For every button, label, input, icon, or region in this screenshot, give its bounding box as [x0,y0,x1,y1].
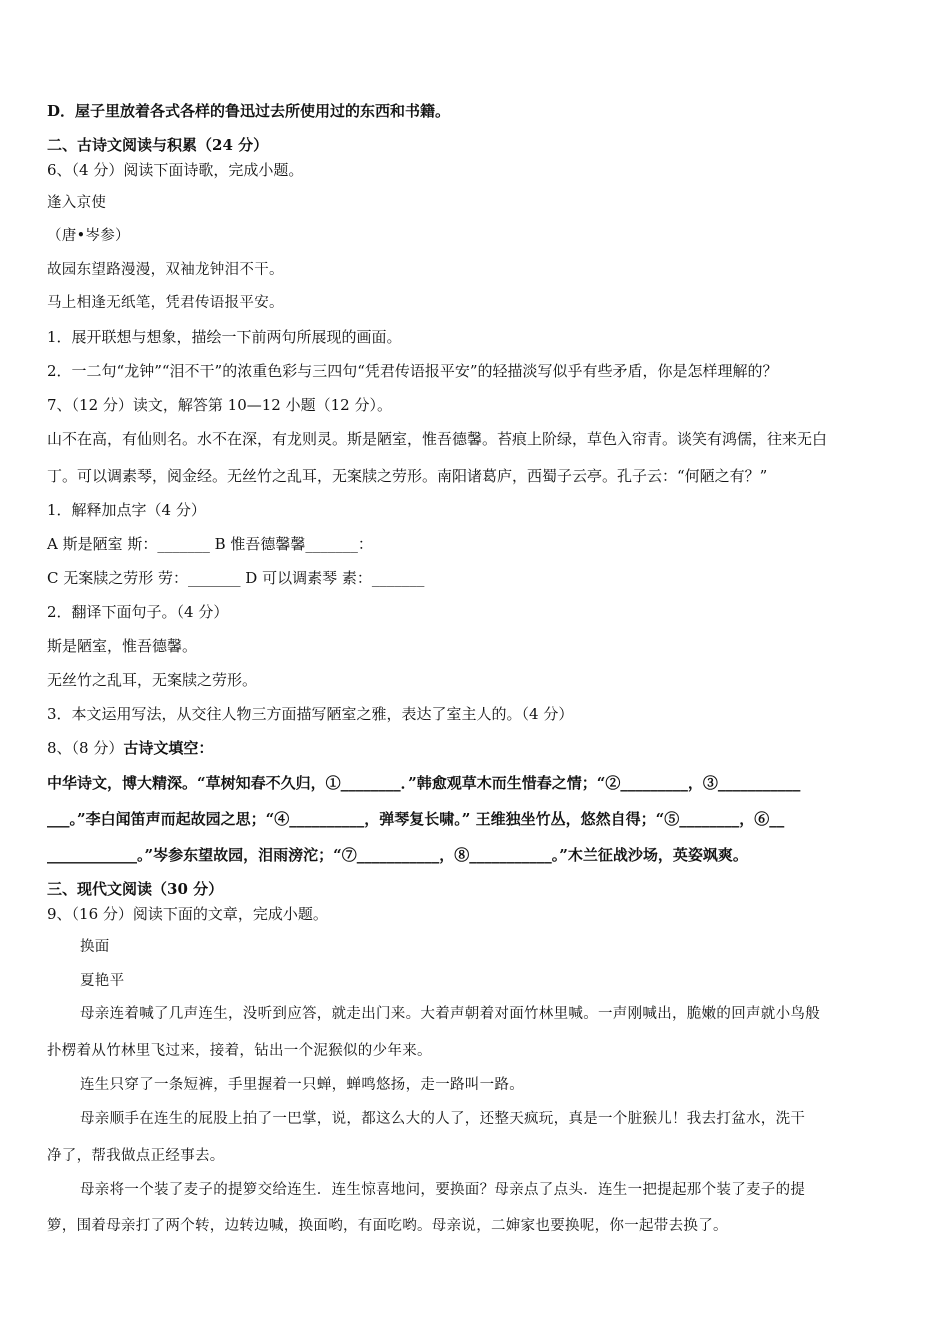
q6-intro: 6、（4 分）阅读下面诗歌，完成小题。 [47,161,304,179]
q7-sub-1-ab: A 斯是陋室 斯：_______ B 惟吾德馨馨_______： [47,535,373,553]
story-paragraph-2: 连生只穿了一条短裤，手里握着一只蝉，蝉鸣悠扬，走一路叫一路。 [80,1077,524,1093]
story-paragraph-1-line-1: 母亲连着喊了几声连生，没听到应答，就走出门来。大着声朝着对面竹林里喊。一声刚喊出，脆嫩的回声就小鸟般 [80,1006,820,1022]
story-paragraph-3-line-1: 母亲顺手在连生的屁股上拍了一巴掌，说，都这么大的人了，还整天疯玩，真是一个脏猴儿！我去打盆水，洗干 [80,1111,806,1127]
q5-option-d: D．屋子里放着各式各样的鲁迅过去所使用过的东西和书籍。 [47,102,451,120]
q8-line-3: ____________。”岑参东望故园，泪雨滂沱；“⑦___________，⑧___________。”木兰征战沙场，英姿飒爽。 [47,846,748,864]
q7-sub-1: 1．解释加点字（4 分） [47,501,206,519]
section3-title: 三、现代文阅读（30 分） [47,880,224,898]
poem-line-2: 马上相逢无纸笔，凭君传语报平安。 [47,295,284,311]
story-title: 换面 [80,939,110,955]
q7-sub-2: 2．翻译下面句子。（4 分） [47,603,229,621]
q6-sub-1: 1．展开联想与想象，描绘一下前两句所展现的画面。 [47,328,402,346]
story-paragraph-3-line-2: 净了，帮我做点正经事去。 [47,1148,225,1164]
q7-passage-line-2: 丁。可以调素琴，阅金经。无丝竹之乱耳，无案牍之劳形。南阳诸葛庐，西蜀子云亭。孔子云：“何陋之有？” [47,467,768,485]
story-paragraph-1-line-2: 扑楞着从竹林里飞过来，接着，钻出一个泥猴似的少年来。 [47,1043,432,1059]
q8-line-2: ___。”李白闻笛声而起故园之思；“④__________，弹琴复长啸。” 王维独坐竹丛，悠然自得；“⑤________，⑥__ [47,810,785,828]
section2-title: 二、古诗文阅读与积累（24 分） [47,136,269,154]
q8-intro-prefix: 8、（8 分） [47,739,124,757]
q7-sub-2-sentence-1: 斯是陋室，惟吾德馨。 [47,637,198,655]
q7-sub-2-sentence-2: 无丝竹之乱耳，无案牍之劳形。 [47,671,258,689]
q6-sub-2: 2．一二句“龙钟”“泪不干”的浓重色彩与三四句“凭君传语报平安”的轻描淡写似乎有些矛盾，你是怎样理解的？ [47,362,778,380]
q8-intro-bold: 古诗文填空： [123,739,214,757]
story-paragraph-4-line-1: 母亲将一个装了麦子的提箩交给连生．连生惊喜地问，要换面？母亲点了点头．连生一把提起那个装了麦子的提 [80,1182,806,1198]
poem-line-1: 故园东望路漫漫，双袖龙钟泪不干。 [47,262,284,278]
poem-author: （唐•岑参） [47,228,130,244]
q7-passage-line-1: 山不在高，有仙则名。水不在深，有龙则灵。斯是陋室，惟吾德馨。苔痕上阶绿，草色入帘青。谈笑有鸿儒，往来无白 [47,430,828,448]
poem-title: 逢入京使 [47,195,107,211]
q8-intro [47,738,213,758]
q7-intro: 7、（12 分）读文，解答第 10—12 小题（12 分）。 [47,396,392,414]
story-author: 夏艳平 [80,973,125,989]
q7-sub-1-cd: C 无案牍之劳形 劳：_______ D 可以调素琴 素：_______ [47,569,425,587]
q7-sub-3: 3．本文运用写法，从交往人物三方面描写陋室之雅，表达了室主人的。（4 分） [47,705,574,723]
q9-intro: 9、（16 分）阅读下面的文章，完成小题。 [47,905,328,923]
story-paragraph-4-line-2: 箩，围着母亲打了两个转，边转边喊，换面哟，有面吃哟。母亲说，二婶家也要换呢，你一起带去换了。 [47,1218,728,1234]
q8-line-1: 中华诗文，博大精深。“草树知春不久归，①________．”韩愈观草木而生惜春之情；“②_________，③___________ [47,774,801,792]
